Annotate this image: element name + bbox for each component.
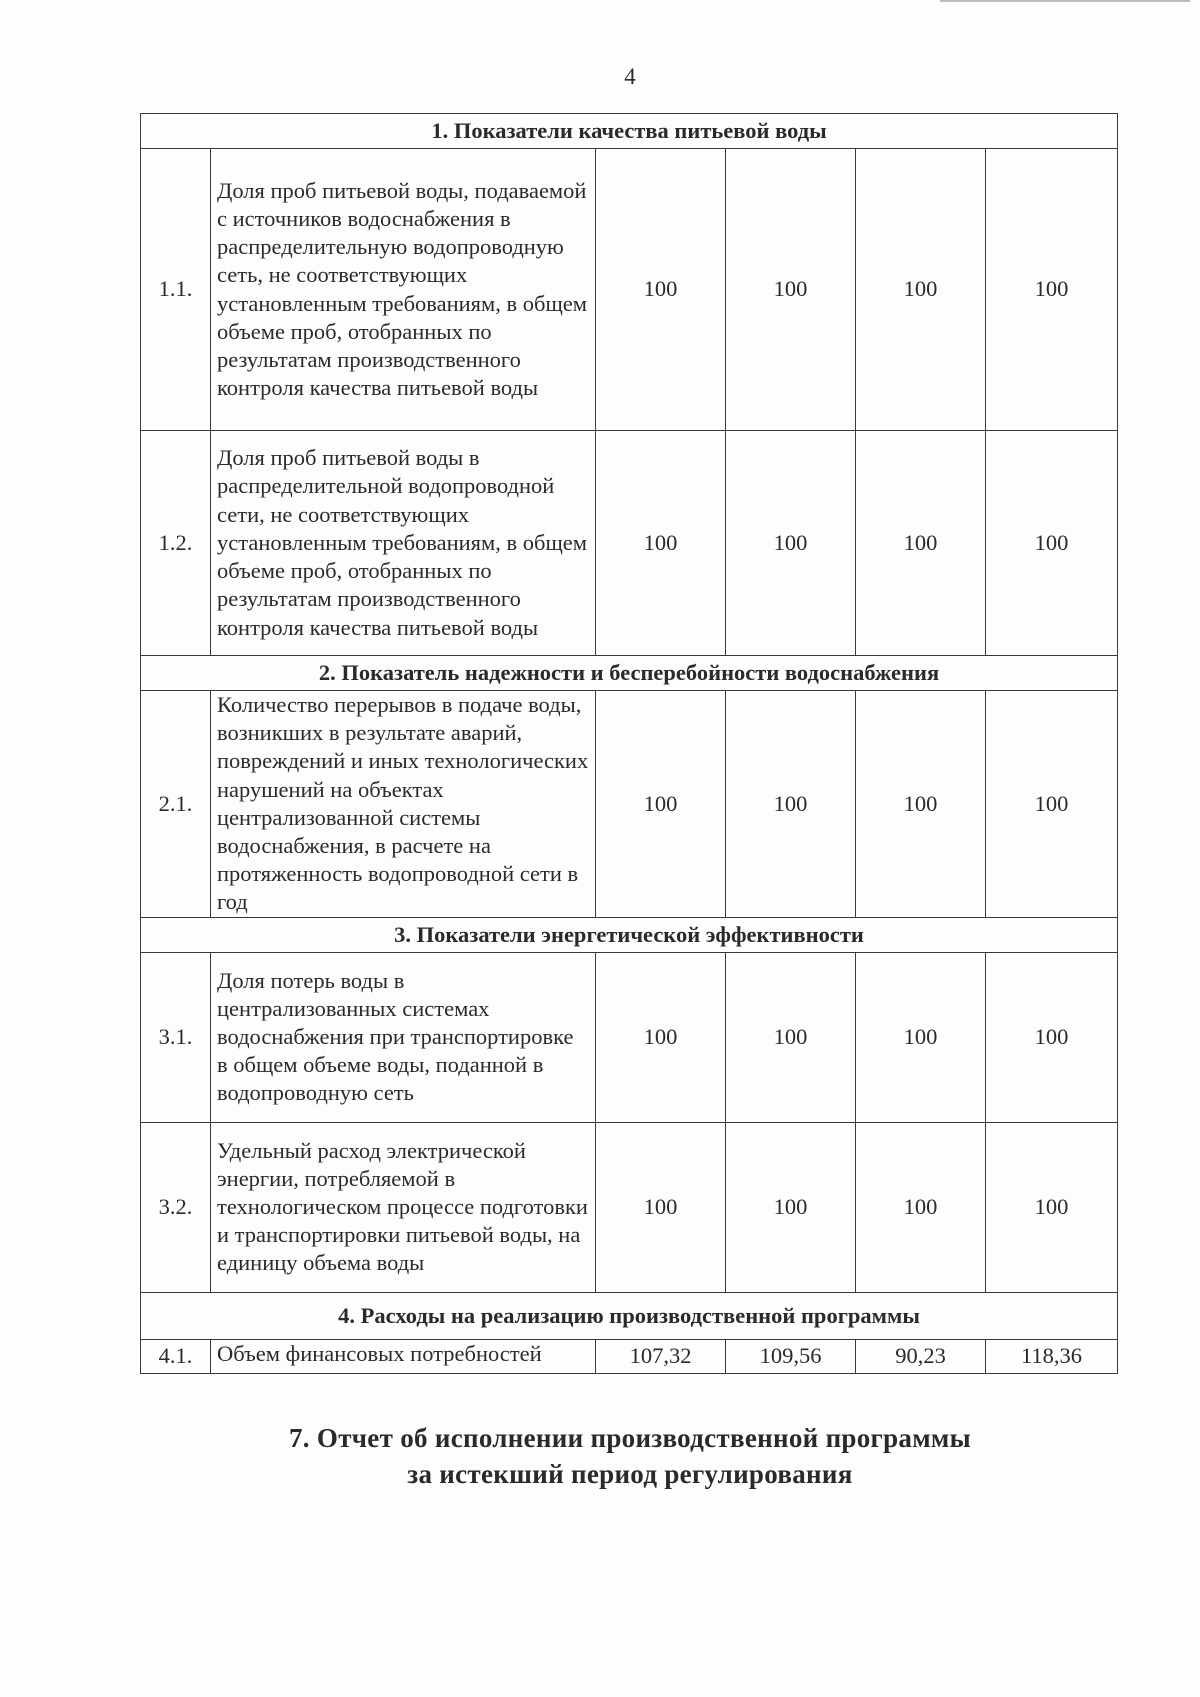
table-row <box>141 1339 1118 1373</box>
section-header-row <box>141 656 1118 691</box>
value-cell: 100 <box>856 149 986 431</box>
row-number: 3.1. <box>141 952 211 1122</box>
table-row <box>141 691 1118 918</box>
table-row <box>141 1122 1118 1292</box>
section-title: 1. Показатели качества питьевой воды <box>141 114 1118 149</box>
scan-edge-mark <box>940 0 1190 2</box>
row-description: Объем финансовых потребностей <box>211 1339 596 1373</box>
value-cell: 100 <box>726 149 856 431</box>
section-header-row <box>141 917 1118 952</box>
row-number: 4.1. <box>141 1339 211 1373</box>
table-row <box>141 952 1118 1122</box>
value-cell: 100 <box>596 431 726 656</box>
value-cell: 100 <box>986 149 1118 431</box>
value-cell: 100 <box>726 431 856 656</box>
value-cell: 100 <box>856 431 986 656</box>
row-description: Количество перерывов в подаче воды, возникших в результате аварий, повреждений и иных технологических нарушений на объектах централизованной системы водоснабжения, в расчете на протяженность водопроводной сети в год <box>211 691 596 918</box>
value-cell: 109,56 <box>726 1339 856 1373</box>
section-title: 3. Показатели энергетической эффективности <box>141 917 1118 952</box>
table-row <box>141 431 1118 656</box>
value-cell: 100 <box>856 1122 986 1292</box>
value-cell: 100 <box>726 1122 856 1292</box>
value-cell: 90,23 <box>856 1339 986 1373</box>
value-cell: 100 <box>726 952 856 1122</box>
report-section-heading <box>0 1420 1200 1492</box>
indicators-table <box>140 113 1118 1374</box>
value-cell: 100 <box>596 691 726 918</box>
value-cell: 100 <box>596 149 726 431</box>
row-description: Доля проб питьевой воды в распределительной водопроводной сети, не соответствующих установленным требованиям, в общем объеме проб, отобранных по результатам производственного контроля качества питьевой воды <box>211 431 596 656</box>
row-number: 1.1. <box>141 149 211 431</box>
row-description: Удельный расход электрической энергии, потребляемой в технологическом процессе подготовки и транспортировки питьевой воды, на единицу объема воды <box>211 1122 596 1292</box>
value-cell: 100 <box>856 952 986 1122</box>
table-row <box>141 149 1118 431</box>
value-cell: 100 <box>726 691 856 918</box>
value-cell: 100 <box>596 1122 726 1292</box>
value-cell: 100 <box>856 691 986 918</box>
page-number: 4 <box>624 64 636 89</box>
value-cell: 107,32 <box>596 1339 726 1373</box>
row-number: 3.2. <box>141 1122 211 1292</box>
report-title-line-1: 7. Отчет об исполнении производственной программы <box>289 1423 971 1453</box>
value-cell: 100 <box>596 952 726 1122</box>
value-cell: 100 <box>986 952 1118 1122</box>
section-header-row <box>141 114 1118 149</box>
value-cell: 100 <box>986 1122 1118 1292</box>
row-description: Доля потерь воды в централизованных системах водоснабжения при транспортировке в общем объеме воды, поданной в водопроводную сеть <box>211 952 596 1122</box>
section-title: 4. Расходы на реализацию производственной программы <box>141 1292 1118 1339</box>
section-title: 2. Показатель надежности и бесперебойности водоснабжения <box>141 656 1118 691</box>
value-cell: 100 <box>986 431 1118 656</box>
section-header-row <box>141 1292 1118 1339</box>
report-title-line-2: за истекший период регулирования <box>407 1459 853 1489</box>
value-cell: 118,36 <box>986 1339 1118 1373</box>
value-cell: 100 <box>986 691 1118 918</box>
row-description: Доля проб питьевой воды, подаваемой с источников водоснабжения в распределительную водопроводную сеть, не соответствующих установленным требованиям, в общем объеме проб, отобранных по результатам производственного контроля качества питьевой воды <box>211 149 596 431</box>
row-number: 2.1. <box>141 691 211 918</box>
row-number: 1.2. <box>141 431 211 656</box>
